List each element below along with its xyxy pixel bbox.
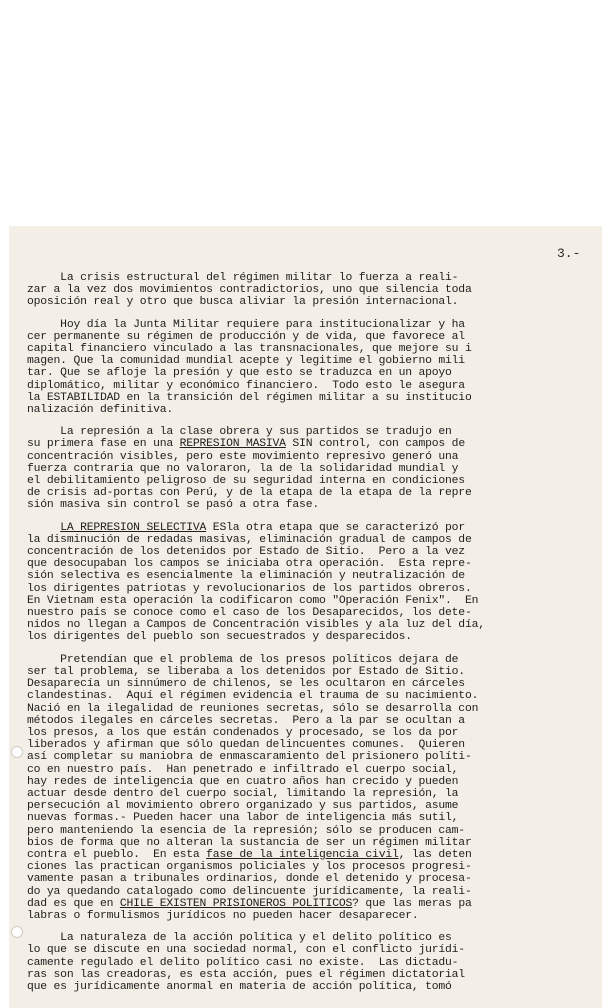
text-line: zar a la vez dos movimientos contradictorios, uno que silencia toda	[27, 284, 472, 297]
text-line: actuar desde dentro del cuerpo social, limitando la represión, la	[27, 787, 459, 800]
text-line: fuerza contraria que no valoraron, la de la solidaridad mundial y	[27, 462, 459, 475]
text-line: bios de forma que no alteran la sustancia de ser un régimen militar	[27, 836, 472, 849]
text-line: ras son las creadoras, es esta acción, pues el régimen dictatorial	[27, 968, 465, 981]
text-line: labras o formulismos jurídicos no pueden hacer desaparecer.	[27, 909, 419, 922]
text-line: La naturaleza de la acción política y el delito político es	[27, 932, 452, 945]
punch-hole	[11, 746, 23, 758]
text-line: que es jurídicamente anormal en materia de acción política, tomó	[27, 980, 452, 993]
text-line: el debilitamiento peligroso de su seguridad interna en condiciones	[27, 475, 465, 488]
paragraph-2	[27, 319, 595, 417]
text-line: nalización definitiva.	[27, 404, 173, 417]
text-line: nidos no llegan a Campos de Concentración visibles y ala luz del día,	[27, 619, 485, 632]
text-line: los presos, a los que están condenados y procesado, se los da por	[27, 726, 459, 739]
text-line: de crisis ad-portas con Perú, y de la etapa de la etapa de la repre	[27, 487, 472, 500]
paragraph-5	[27, 654, 595, 922]
text-line: la disminución de redadas masivas, eliminación gradual de campos de	[27, 533, 472, 546]
text-line: tar. Que se afloje la presión y que esto se traduzca en un apoyo	[27, 367, 452, 380]
text-line: La crisis estructural del régimen militar lo fuerza a reali-	[27, 272, 459, 284]
text-line: Pretendían que el problema de los presos políticos dejara de	[27, 653, 459, 666]
text-line: Nació en la ilegalidad de reuniones secretas, sólo se desarrolla con	[27, 702, 479, 715]
text-line: LA REPRESION SELECTIVA ESla otra etapa que se caracterizó por	[60, 521, 465, 534]
text-line: capital financiero vinculado a las transnacionales, que mejore su i	[27, 343, 472, 356]
text-line: vamente pasan a tribunales ordinarios, donde el detenido y procesa-	[27, 873, 472, 886]
text-line: sión selectiva es esencialmente la eliminación y neutralización de	[27, 570, 465, 583]
punch-hole	[11, 926, 23, 938]
document-page	[9, 226, 602, 1008]
text-line: ser tal problema, se liberaba a los detenidos por Estado de Sitio.	[27, 665, 465, 678]
text-line: camente regulado el delito político casi no existe. Las dictadu-	[27, 956, 459, 969]
text-line: contra el pueblo. En esta fase de la inteligencia civil, las deten	[27, 848, 472, 861]
text-line: concentración visibles, pero este movimiento represivo generó una	[27, 450, 459, 463]
text-line: dad es que en CHILE EXISTEN PRISIONEROS POLITICOS? que las meras pa	[27, 897, 472, 910]
paragraph-1	[27, 272, 595, 309]
text-line: co en nuestro país. Han penetrado e infiltrado el cuerpo social,	[27, 763, 459, 776]
text-line: pero manteniendo la esencia de la represión; sólo se producen cam-	[27, 824, 465, 837]
text-line: do ya quedando catalogado como delincuente jurídicamente, la reali-	[27, 885, 472, 898]
text-line: cer permanente su régimen de producción y de vida, que favorece al	[27, 330, 465, 343]
page-number: 3.-	[557, 246, 581, 261]
text-line: Hoy día la Junta Militar requiere para institucionalizar y ha	[27, 318, 465, 331]
text-line: nuevas formas.- Pueden hacer una labor de inteligencia más sutil,	[27, 812, 459, 825]
text-line: nuestro país se conoce como el caso de los Desaparecidos, los dete-	[27, 607, 472, 620]
document-body	[27, 272, 595, 1003]
text-line: lo que se discute en una sociedad normal, con el conflicto jurídi-	[27, 944, 465, 957]
text-line: magen. Que la comunidad mundial acepte y legitime el gobierno mili	[27, 355, 465, 368]
text-line: los dirigentes del pueblo son secuestrados y desparecidos.	[27, 631, 412, 644]
text-line: que desocupaban los campos se iniciaba otra operación. Esta repre-	[27, 558, 472, 571]
text-line: diplomático, militar y económico financiero. Todo esto le asegura	[27, 379, 465, 392]
text-line: así completar su maniobra de enmascaramiento del prisionero políti-	[27, 751, 472, 764]
text-line: liberados y afirman que sólo quedan delincuentes comunes. Quieren	[27, 739, 465, 752]
text-line: la ESTABILIDAD en la transición del régimen militar a su institucio	[27, 391, 472, 404]
paragraph-6	[27, 932, 595, 993]
text-line: En Vietnam esta operación la codificaron como "Operación Fenix". En	[27, 594, 479, 607]
text-line: La represión a la clase obrera y sus partidos se tradujo en	[27, 426, 452, 439]
text-line: ciones las practican organismos policiales y los procesos progresi-	[27, 861, 472, 874]
text-line: Desaparecía un sinnúmero de chilenos, se les ocultaron en cárceles	[27, 678, 465, 691]
text-line: concentración de los detenidos por Estado de Sitio. Pero a la vez	[27, 546, 465, 559]
text-line: clandestinas. Aquí el régimen evidencia el trauma de su nacimiento.	[27, 690, 479, 703]
text-line: los dirigentes patriotas y revolucionarios de los partidos obreros.	[27, 582, 472, 595]
text-line: sión masiva sin control se pasó a otra fase.	[27, 499, 319, 512]
paragraph-4	[27, 522, 595, 644]
text-line: oposición real y otro que busca aliviar la presión internacional.	[27, 296, 459, 309]
text-line: hay redes de inteligencia que en cuatro años han crecido y pueden	[27, 775, 459, 788]
paragraph-3	[27, 426, 595, 511]
text-line: persecución al movimiento obrero organizado y sus partidos, asume	[27, 800, 459, 813]
text-line: su primera fase en una REPRESION MASIVA SIN control, con campos de	[27, 438, 465, 451]
text-line: métodos ilegales en cárceles secretas. Pero a la par se ocultan a	[27, 714, 465, 727]
